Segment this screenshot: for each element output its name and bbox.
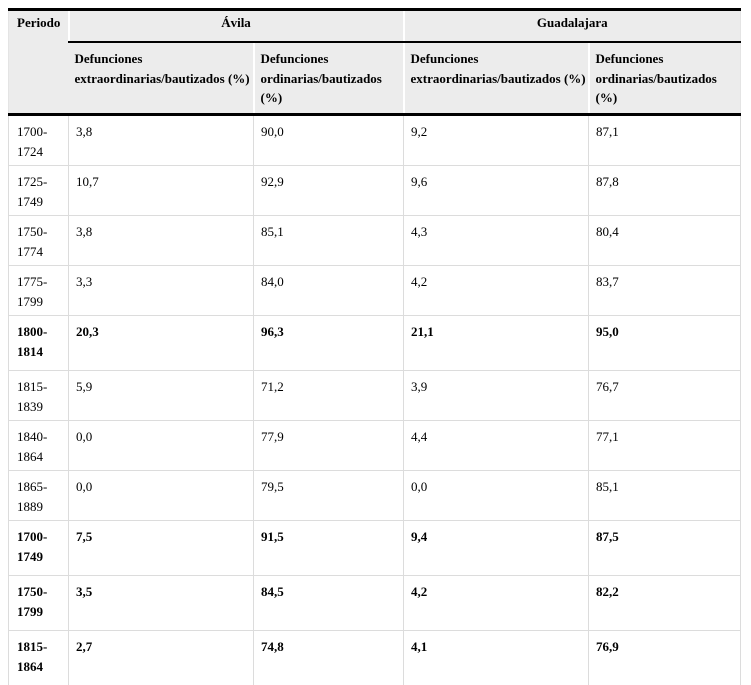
period-cell: 1750-1774 <box>9 216 69 266</box>
value-cell: 77,1 <box>589 421 741 471</box>
subcolumn-header-row <box>9 42 741 115</box>
table-row <box>9 266 741 316</box>
value-cell: 80,4 <box>589 216 741 266</box>
column-header-guadalajara-ordinarias: Defunciones ordinarias/bautizados (%) <box>589 42 741 115</box>
value-cell: 0,0 <box>69 421 254 471</box>
table-row <box>9 521 741 576</box>
value-cell: 9,2 <box>404 115 589 166</box>
table-row <box>9 421 741 471</box>
period-cell: 1840-1864 <box>9 421 69 471</box>
value-cell: 90,0 <box>254 115 404 166</box>
value-cell: 9,6 <box>404 166 589 216</box>
value-cell: 84,0 <box>254 266 404 316</box>
value-cell: 87,1 <box>589 115 741 166</box>
value-cell: 85,1 <box>589 471 741 521</box>
value-cell: 82,2 <box>589 576 741 631</box>
period-cell: 1725-1749 <box>9 166 69 216</box>
value-cell: 79,5 <box>254 471 404 521</box>
column-header-periodo: Periodo <box>9 10 69 115</box>
value-cell: 87,5 <box>589 521 741 576</box>
value-cell: 87,8 <box>589 166 741 216</box>
value-cell: 85,1 <box>254 216 404 266</box>
value-cell: 76,7 <box>589 371 741 421</box>
value-cell: 9,4 <box>404 521 589 576</box>
period-cell: 1750-1799 <box>9 576 69 631</box>
value-cell: 84,5 <box>254 576 404 631</box>
table-row <box>9 115 741 166</box>
table-row <box>9 631 741 685</box>
period-cell: 1775-1799 <box>9 266 69 316</box>
value-cell: 91,5 <box>254 521 404 576</box>
table-row <box>9 166 741 216</box>
column-group-avila: Ávila <box>69 10 404 43</box>
value-cell: 83,7 <box>589 266 741 316</box>
value-cell: 95,0 <box>589 316 741 371</box>
value-cell: 20,3 <box>69 316 254 371</box>
table-row <box>9 316 741 371</box>
column-header-avila-extraordinarias: Defunciones extraordinarias/bautizados (%) <box>69 42 254 115</box>
table-body <box>9 115 741 685</box>
period-cell: 1865-1889 <box>9 471 69 521</box>
value-cell: 21,1 <box>404 316 589 371</box>
column-header-avila-ordinarias: Defunciones ordinarias/bautizados (%) <box>254 42 404 115</box>
period-cell: 1700-1724 <box>9 115 69 166</box>
column-group-guadalajara: Guadalajara <box>404 10 741 43</box>
value-cell: 74,8 <box>254 631 404 685</box>
value-cell: 96,3 <box>254 316 404 371</box>
column-header-guadalajara-extraordinarias: Defunciones extraordinarias/bautizados (%) <box>404 42 589 115</box>
table-header <box>9 10 741 115</box>
period-cell: 1800-1814 <box>9 316 69 371</box>
province-header-row <box>9 10 741 43</box>
period-cell: 1700-1749 <box>9 521 69 576</box>
value-cell: 4,1 <box>404 631 589 685</box>
value-cell: 77,9 <box>254 421 404 471</box>
value-cell: 4,4 <box>404 421 589 471</box>
value-cell: 92,9 <box>254 166 404 216</box>
defunciones-table <box>8 8 741 685</box>
value-cell: 76,9 <box>589 631 741 685</box>
value-cell: 3,8 <box>69 115 254 166</box>
value-cell: 3,3 <box>69 266 254 316</box>
value-cell: 3,8 <box>69 216 254 266</box>
value-cell: 4,2 <box>404 576 589 631</box>
table-row <box>9 371 741 421</box>
value-cell: 4,2 <box>404 266 589 316</box>
period-cell: 1815-1839 <box>9 371 69 421</box>
value-cell: 2,7 <box>69 631 254 685</box>
table-row <box>9 216 741 266</box>
value-cell: 4,3 <box>404 216 589 266</box>
value-cell: 3,9 <box>404 371 589 421</box>
value-cell: 0,0 <box>404 471 589 521</box>
table-row <box>9 471 741 521</box>
table-row <box>9 576 741 631</box>
value-cell: 7,5 <box>69 521 254 576</box>
value-cell: 5,9 <box>69 371 254 421</box>
value-cell: 0,0 <box>69 471 254 521</box>
value-cell: 10,7 <box>69 166 254 216</box>
value-cell: 71,2 <box>254 371 404 421</box>
period-cell: 1815-1864 <box>9 631 69 685</box>
value-cell: 3,5 <box>69 576 254 631</box>
